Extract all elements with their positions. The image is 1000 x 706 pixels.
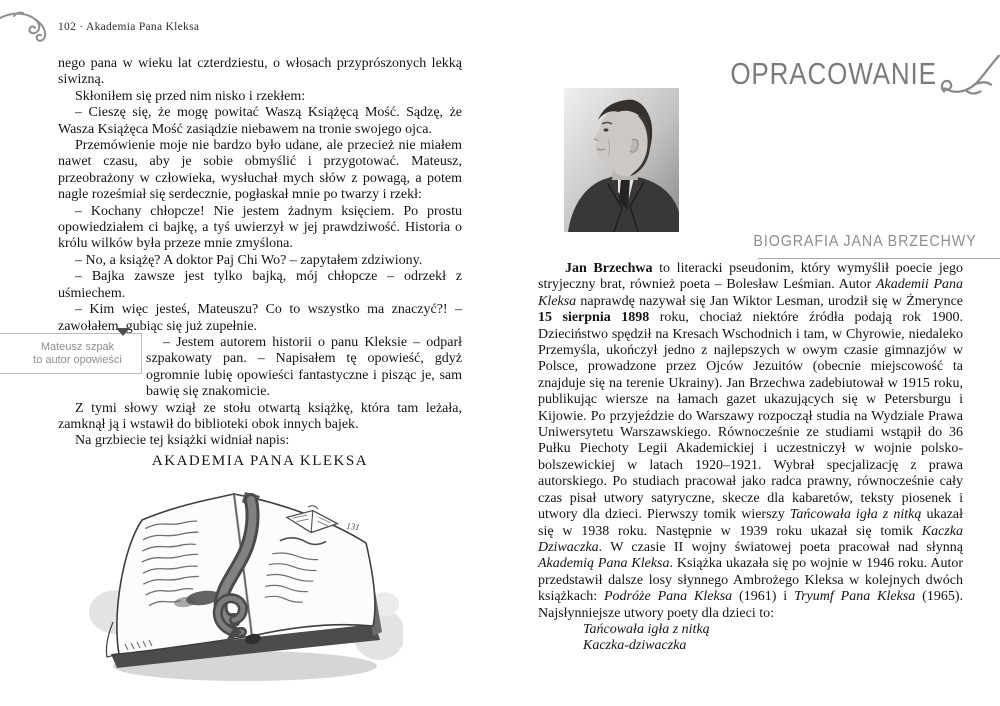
list-item xyxy=(538,638,963,654)
text-run: to literacki pseudonim, który wymyślił poecie jego stryjeczny brat, również poeta – Bolesław Leśmian. Autor xyxy=(538,261,963,293)
margin-note-line: Mateusz szpak xyxy=(40,340,115,353)
text-run: Z tymi słowy wziął ze stołu otwartą książkę, która tam leżała, zamknął ją i wstawił do biblioteki obok innych bajek. xyxy=(58,400,462,432)
text-run: – Kim więc jesteś, Mateuszu? Co to wszystko ma znaczyć?! – zawołałem, gubiąc się już zupełnie. xyxy=(58,302,462,334)
book-title: AKADEMIA PANA KLEKSA xyxy=(151,453,369,469)
text-run: Podróże Pana Kleksa xyxy=(604,589,733,605)
list-item xyxy=(538,622,963,638)
text-run: . W czasie II wojny światowej poeta pracował nad słynną xyxy=(598,539,963,555)
corner-flourish-icon xyxy=(0,10,50,44)
text-run: Kaczka-dziwaczka xyxy=(583,638,687,654)
text-run: naprawdę nazywał się Jan Wiktor Lesman, urodził się w Żmerynce xyxy=(576,293,963,309)
paragraph xyxy=(58,253,462,269)
text-run: ukazał się w 1938 roku. Następnie w 1939 roku ukazał się tomik xyxy=(538,507,964,539)
text-run: Akademii Pana Kleksa xyxy=(538,277,964,309)
text-run: Przemówienie moje nie bardzo było udane, ale przecież nie miałem nawet czasu, aby je sobie obmyślić i przygotować. Mateusz, przeobrażony w człowieka, wysłuchał mych słów z powagą, a potem nagle roześmiał się serdecznie, pogłaskał mnie po twarzy i rzekł: xyxy=(58,138,462,203)
paragraph xyxy=(33,334,462,401)
text-run: – Cieszę się, że mogę powitać Waszą Książęcą Mość. Sądzę, że Wasza Książęca Mość zasiądzie niebawem na tronie swojego ojca. xyxy=(58,105,462,137)
paragraph xyxy=(58,401,462,434)
text-run: roku, chociaż niektóre źródła podają rok 1900. Dzieciństwo spędził na Kresach Wschodnich i tam, w Chyrowie, niedaleko Przemyśla, ukończył jedno z najlepszych w owym czasie gimnazjów w Polsce, prowadzone przez Ojców Jezuitów (obecnie miejscowość ta znajduje się na terenie Ukrainy). Jan Brzechwa zadebiutował w 1915 roku, publikując wiersze na łamach gazet ukazujących się w Petersburgu i Kijowie. Po przyjeździe do Warszawy rozpoczął studia na Wydziale Prawa Uniwersytetu Warszawskiego. Równocześnie ze studiami wstąpił do 36 Pułku Piechoty Legii Akademickiej i uczestniczył w wojnie polsko-bolszewickiej w latach 1920–1921. Wybrał specjalizację z prawa autorskiego. Po studiach pracował jako radca prawny, równocześnie cały czas pisał utwory satyryczne, skecze dla kabaretów, teksty piosenek i utwory dla dzieci. Pierwszy tomik wierszy xyxy=(538,310,963,523)
text-run: – Kochany chłopcze! Nie jestem żadnym księciem. Po prostu opowiedziałem ci bajkę, a tyś uwierzył w jej prawdziwość. Historia o królu wilków była przeze mnie zmyślona. xyxy=(58,203,462,252)
text-run: 15 sierpnia 1898 xyxy=(538,310,650,326)
text-run: – Bajka zawsze jest tylko bajką, mój chłopcze – odrzekł z uśmiechem. xyxy=(58,269,462,301)
margin-note xyxy=(0,333,142,374)
text-run: Tańcowała igła z nitką xyxy=(583,621,710,637)
text-run: Tryumf Pana Kleksa xyxy=(794,589,916,605)
scribbled-page-number: 131 xyxy=(345,520,361,533)
paragraph xyxy=(58,105,462,138)
heading-flourish-icon xyxy=(936,52,1000,102)
text-run: Tańcowała igła z nitką xyxy=(789,507,922,523)
margin-note-anchor xyxy=(33,335,146,397)
paragraph xyxy=(58,89,462,105)
paragraph xyxy=(538,261,963,622)
subsection-title-row xyxy=(500,233,1000,251)
text-run: (1965). Najsłynniejsze utwory poety dla dzieci to: xyxy=(538,589,963,621)
section-title: OPRACOWANIE xyxy=(730,56,937,91)
text-run: Skłoniłem się przed nim nisko i rzekłem: xyxy=(75,88,306,104)
portrait-photo xyxy=(564,88,679,232)
left-body-text xyxy=(33,56,462,450)
right-page xyxy=(500,0,1000,706)
subsection-title: BIOGRAFIA JANA BRZECHWY xyxy=(753,233,977,250)
text-run: Na grzbiecie tej książki widniał napis: xyxy=(75,433,290,449)
paragraph xyxy=(58,204,462,253)
paragraph xyxy=(58,269,462,302)
paragraph xyxy=(58,138,462,204)
text-run: (1961) i xyxy=(732,589,795,605)
right-body-text xyxy=(538,261,963,655)
running-header: 102 · Akademia Pana Kleksa xyxy=(58,21,200,33)
paragraph xyxy=(58,56,462,89)
open-book-illustration xyxy=(85,486,403,686)
margin-note-line: to autor opowieści xyxy=(33,354,122,367)
text-run: Jan Brzechwa xyxy=(565,261,653,276)
text-run: nego pana w wieku lat czterdziestu, o włosach przyprószonych lekką siwizną. xyxy=(58,56,462,88)
subsection-rule xyxy=(758,258,1000,259)
text-run: Kaczka Dziwaczka xyxy=(538,523,963,555)
margin-note-pointer-icon xyxy=(116,328,130,336)
section-title-row xyxy=(500,56,1000,92)
text-run: – Jestem autorem historii o panu Kleksie – odparł szpakowaty pan. – Napisałem tę opowieść, gdyż ogromnie lubię opowieści fantastyczne i pisząc je, sam bawię się znakomicie. xyxy=(146,334,462,400)
paragraph xyxy=(58,433,462,449)
text-run: Akademią Pana Kleksa xyxy=(538,556,670,572)
text-run: . Książka ukazała się po wojnie w 1946 roku. Autor przedstawił dalsze losy słynnego Ambrożego Kleksa w kolejnych dwóch książkach: xyxy=(538,556,964,605)
text-run: – No, a książę? A doktor Paj Chi Wo? – zapytałem zdziwiony. xyxy=(75,252,423,268)
